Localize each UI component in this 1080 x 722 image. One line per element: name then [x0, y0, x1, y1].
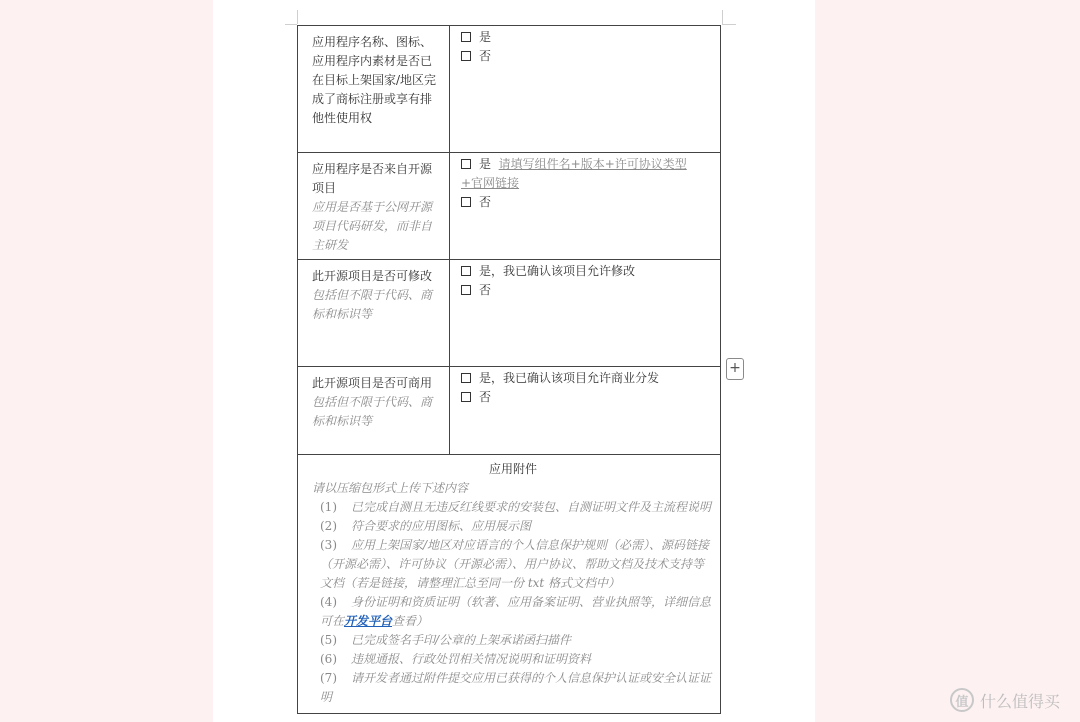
watermark-text: 什么值得买	[980, 691, 1061, 711]
option-yes[interactable]: 是，我已确认该项目允许修改	[461, 262, 720, 281]
developer-platform-link[interactable]: 开发平台	[344, 614, 393, 628]
watermark	[950, 688, 1060, 712]
table-row	[298, 153, 721, 260]
checkbox-icon[interactable]	[461, 51, 471, 61]
attachment-intro: 请以压缩包形式上传下述内容	[312, 481, 469, 495]
placeholder-field[interactable]: 请填写组件名+版本+许可协议类型+官网链接	[461, 157, 687, 190]
crop-mark	[297, 10, 298, 24]
table-row	[298, 260, 721, 367]
table-row	[298, 367, 721, 455]
checkbox-icon[interactable]	[461, 32, 471, 42]
row-label-cell	[298, 153, 450, 260]
option-no[interactable]: 否	[461, 193, 720, 212]
row-label: 此开源项目是否可商用	[312, 376, 433, 390]
option-yes[interactable]: 是，我已确认该项目允许商业分发	[461, 369, 720, 388]
row-options-cell	[450, 26, 721, 153]
crop-mark	[722, 24, 736, 25]
row-label: 此开源项目是否可修改	[312, 269, 433, 283]
row-label-cell	[298, 367, 450, 455]
row-hint: 应用是否基于公网开源项目代码研发，而非自主研发	[312, 200, 433, 252]
attachment-list	[312, 498, 714, 707]
list-item: (6) 违规通报、行政处罚相关情况说明和证明资料	[320, 652, 592, 666]
checkbox-icon[interactable]	[461, 159, 471, 169]
crop-mark	[722, 10, 723, 24]
row-options-cell	[450, 367, 721, 455]
row-hint: 包括但不限于代码、商标和标识等	[312, 288, 433, 321]
list-item: (7) 请开发者通过附件提交应用已获得的个人信息保护认证或安全认证证明	[320, 671, 712, 704]
attachment-title: 应用附件	[488, 462, 537, 476]
add-row-button[interactable]: +	[726, 358, 744, 380]
option-yes[interactable]: 是	[461, 28, 720, 47]
list-item: (5) 已完成签名手印/公章的上架承诺函扫描件	[320, 633, 572, 647]
checkbox-icon[interactable]	[461, 392, 471, 402]
list-item: (1) 已完成自测且无违反红线要求的安装包、自测证明文件及主流程说明	[320, 500, 712, 514]
list-item: (3) 应用上架国家/地区对应语言的个人信息保护规则（必需）、源码链接（开源必需）、许可协议（开源必需）、用户协议、帮助文档及技术支持等文档（若是链接，请整理汇总至同一份 txt 格式文档中）	[320, 538, 710, 590]
option-no[interactable]: 否	[461, 281, 720, 300]
table-row	[298, 455, 721, 714]
crop-mark	[285, 24, 297, 25]
row-options-cell	[450, 153, 721, 260]
option-no[interactable]: 否	[461, 388, 720, 407]
checkbox-icon[interactable]	[461, 285, 471, 295]
application-form-table	[297, 25, 721, 714]
row-label-cell	[298, 260, 450, 367]
row-label-cell	[298, 26, 450, 153]
list-item: (2) 符合要求的应用图标、应用展示图	[320, 519, 532, 533]
list-item: (4) 身份证明和资质证明（软著、应用备案证明、营业执照等，详细信息可在开发平台查看）	[320, 595, 712, 628]
row-label: 应用程序名称、图标、应用程序内素材是否已在目标上架国家/地区完成了商标注册或享有排他性使用权	[312, 35, 437, 125]
checkbox-icon[interactable]	[461, 266, 471, 276]
table-row	[298, 26, 721, 153]
option-no[interactable]: 否	[461, 47, 720, 66]
checkbox-icon[interactable]	[461, 197, 471, 207]
row-label: 应用程序是否来自开源项目	[312, 162, 433, 195]
row-hint: 包括但不限于代码、商标和标识等	[312, 395, 433, 428]
checkbox-icon[interactable]	[461, 373, 471, 383]
row-options-cell	[450, 260, 721, 367]
attachment-cell	[298, 455, 721, 714]
watermark-logo-icon: 值	[950, 688, 974, 712]
option-yes[interactable]: 是 请填写组件名+版本+许可协议类型+官网链接	[461, 157, 687, 190]
